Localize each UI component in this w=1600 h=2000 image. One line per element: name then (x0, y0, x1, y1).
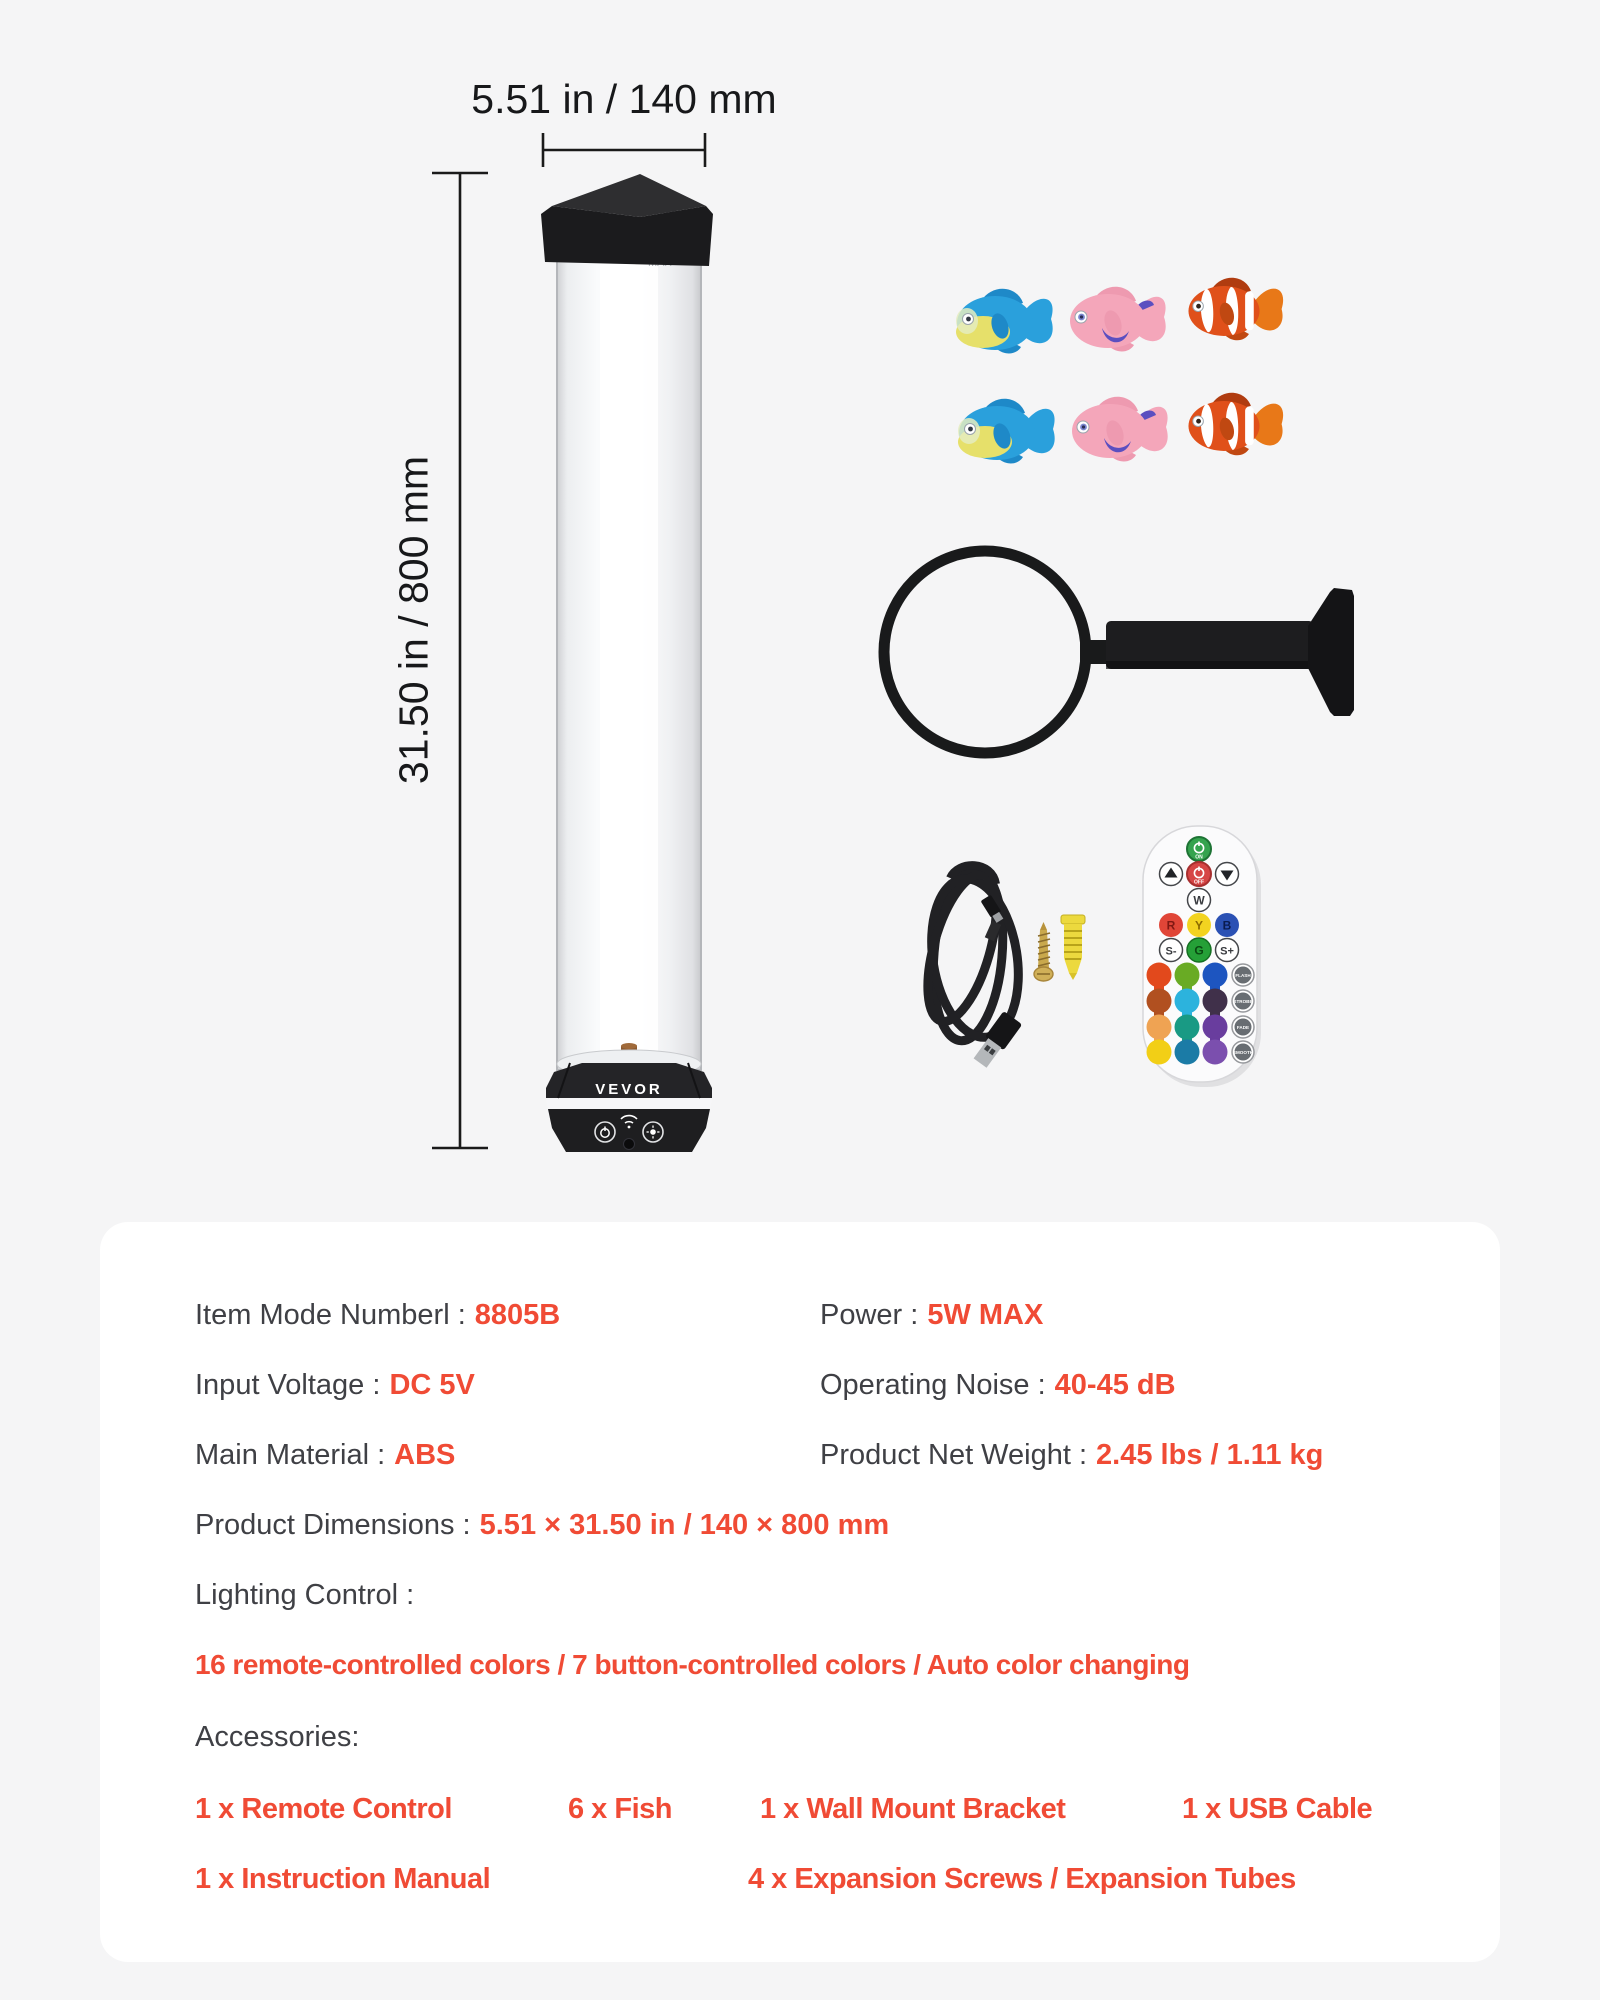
spec-lighting-control-label: Lighting Control : (195, 1579, 415, 1611)
spec-label: Input Voltage : (195, 1369, 381, 1401)
remote-green-button[interactable] (1187, 938, 1211, 962)
lighting-control-value: 16 remote-controlled colors / 7 button-controlled colors / Auto color changing (195, 1649, 1190, 1680)
remote-on-button[interactable] (1187, 837, 1211, 861)
sensor-dot (624, 1139, 635, 1150)
wall-mount-bracket (884, 551, 1354, 753)
spec-value: 8805B (474, 1299, 561, 1331)
remote-brightness-up-button[interactable] (1160, 863, 1183, 886)
remote-brightness-down-button[interactable] (1216, 863, 1239, 886)
svg-text:OFF: OFF (1194, 879, 1204, 886)
lamp-base (546, 1050, 712, 1152)
accessory-wall-mount-bracket: 1 x Wall Mount Bracket (760, 1793, 1066, 1825)
spec-value: 5.51 × 31.50 in / 140 × 800 mm (479, 1509, 890, 1541)
accessory-expansion-screws: 4 x Expansion Screws / Expansion Tubes (748, 1863, 1296, 1895)
remote-yellow-button[interactable] (1187, 913, 1211, 937)
spec-value: 2.45 lbs / 1.11 kg (1096, 1439, 1324, 1471)
remote-smooth-button[interactable] (1232, 1041, 1254, 1063)
spec-label: Operating Noise : (820, 1369, 1046, 1401)
spec-label: Product Dimensions : (195, 1509, 471, 1541)
spec-panel (100, 1222, 1500, 1962)
svg-text:FADE: FADE (1236, 1025, 1250, 1030)
svg-text:STROBE: STROBE (1233, 999, 1253, 1004)
width-dimension-label: 5.51 in / 140 mm (471, 76, 777, 122)
spec-value: 5W MAX (927, 1299, 1044, 1331)
spec-net-weight (820, 1439, 1323, 1472)
spec-product-dimensions (195, 1509, 889, 1542)
remote-flash-button[interactable] (1232, 964, 1254, 986)
svg-text:S+: S+ (1220, 945, 1234, 958)
svg-text:W: W (1193, 893, 1205, 908)
svg-text:Y: Y (1194, 918, 1204, 933)
toy-fish-set (956, 278, 1283, 464)
spec-operating-noise (820, 1369, 1176, 1402)
brand-logo: VEVOR (595, 1081, 663, 1098)
remote-off-button[interactable] (1187, 862, 1211, 886)
svg-text:SMOOTH: SMOOTH (1232, 1050, 1254, 1055)
spec-item-model (195, 1299, 560, 1332)
expansion-tube-anchor (1061, 915, 1085, 980)
spec-label: Main Material : (195, 1439, 386, 1471)
spec-value: DC 5V (389, 1369, 475, 1401)
svg-text:R: R (1166, 918, 1176, 933)
spec-label: Item Mode Numberl : (195, 1299, 466, 1331)
svg-text:S-: S- (1165, 945, 1177, 958)
remote-fade-button[interactable] (1232, 1016, 1254, 1038)
svg-text:FLASH: FLASH (1235, 973, 1251, 978)
spec-value: ABS (394, 1439, 456, 1471)
accessory-remote-control: 1 x Remote Control (195, 1793, 452, 1825)
svg-text:ON: ON (1195, 854, 1203, 861)
usb-cable (914, 865, 1029, 1070)
svg-text:B: B (1222, 918, 1232, 933)
remote-white-button[interactable] (1188, 889, 1211, 912)
remote-control (1143, 826, 1261, 1087)
height-dimension-label: 31.50 in / 800 mm (390, 455, 437, 785)
remote-red-button[interactable] (1159, 913, 1183, 937)
spec-input-voltage (195, 1369, 475, 1402)
lamp-top-cap (541, 174, 713, 266)
remote-blue-button[interactable] (1215, 913, 1239, 937)
remote-strobe-button[interactable] (1232, 990, 1254, 1012)
remote-speed-minus-button[interactable] (1160, 939, 1183, 962)
spec-label: Product Net Weight : (820, 1439, 1088, 1471)
accessory-usb-cable: 1 x USB Cable (1182, 1793, 1373, 1825)
accessory-fish: 6 x Fish (568, 1793, 672, 1825)
spec-power (820, 1299, 1043, 1332)
accessory-instruction-manual: 1 x Instruction Manual (195, 1863, 491, 1895)
svg-text:G: G (1194, 943, 1204, 958)
spec-main-material (195, 1439, 455, 1472)
spec-value: 40-45 dB (1054, 1369, 1176, 1401)
accessories-label: Accessories: (195, 1721, 360, 1753)
bubble-lamp (541, 174, 713, 1152)
remote-speed-plus-button[interactable] (1216, 939, 1239, 962)
expansion-screw (1034, 922, 1053, 981)
spec-label: Power : (820, 1299, 919, 1331)
